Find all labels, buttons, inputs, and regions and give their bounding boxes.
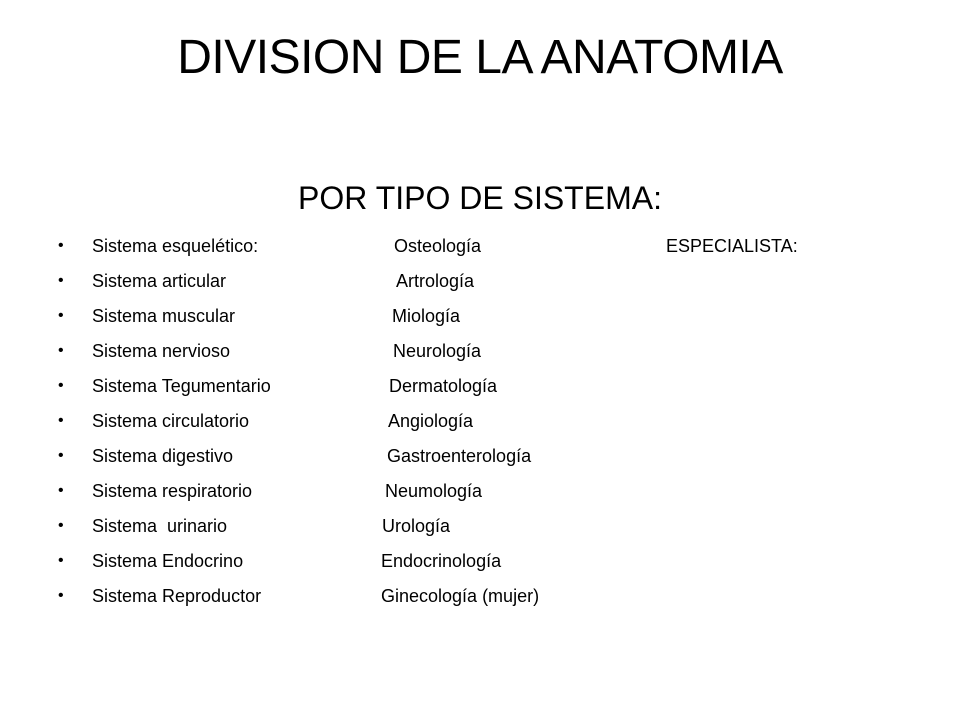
bullet-icon: • (58, 412, 64, 429)
bullet-icon: • (58, 307, 64, 324)
system-name: Sistema digestivo (92, 446, 234, 466)
study-name: Miología (392, 306, 461, 326)
system-name: Sistema urinario (92, 516, 228, 536)
bullet-icon: • (58, 447, 64, 464)
list-item (0, 543, 960, 579)
system-name: Sistema circulatorio (92, 411, 250, 431)
system-name: Sistema respiratorio (92, 481, 253, 501)
slide-title: DIVISION DE LA ANATOMIA (177, 31, 783, 84)
list-item (0, 228, 960, 264)
system-name: Sistema Endocrino (92, 551, 244, 571)
study-name: Angiología (388, 411, 474, 431)
study-name: Neurología (393, 341, 482, 361)
system-name: Sistema Tegumentario (92, 376, 271, 396)
list-item (0, 263, 960, 299)
list-item (0, 298, 960, 334)
list-item (0, 473, 960, 509)
bullet-icon: • (58, 552, 64, 569)
bullet-icon: • (58, 517, 64, 534)
study-name: Neumología (385, 481, 483, 501)
bullet-icon: • (58, 377, 64, 394)
system-name: Sistema articular (92, 271, 227, 291)
bullet-icon: • (58, 272, 64, 289)
bullet-icon: • (58, 482, 64, 499)
list-item (0, 508, 960, 544)
study-name: Artrología (396, 271, 475, 291)
bullet-icon: • (58, 342, 64, 359)
list-item (0, 438, 960, 474)
study-name: Gastroenterología (387, 446, 532, 466)
study-name: Dermatología (389, 376, 498, 396)
study-name: Urología (382, 516, 451, 536)
list-item (0, 368, 960, 404)
system-name: Sistema esquelético: (92, 236, 259, 256)
bullet-icon: • (58, 587, 64, 604)
list-item (0, 333, 960, 369)
study-name: Ginecología (mujer) (381, 586, 540, 606)
study-name: Osteología (394, 236, 482, 256)
list-item (0, 578, 960, 614)
study-name: Endocrinología (381, 551, 502, 571)
system-name: Sistema nervioso (92, 341, 231, 361)
system-name: Sistema muscular (92, 306, 236, 326)
system-list (0, 228, 960, 628)
bullet-icon: • (58, 237, 64, 254)
specialist-label: ESPECIALISTA: (666, 236, 798, 256)
section-heading: POR TIPO DE SISTEMA: (298, 180, 662, 216)
list-item (0, 403, 960, 439)
system-name: Sistema Reproductor (92, 586, 262, 606)
